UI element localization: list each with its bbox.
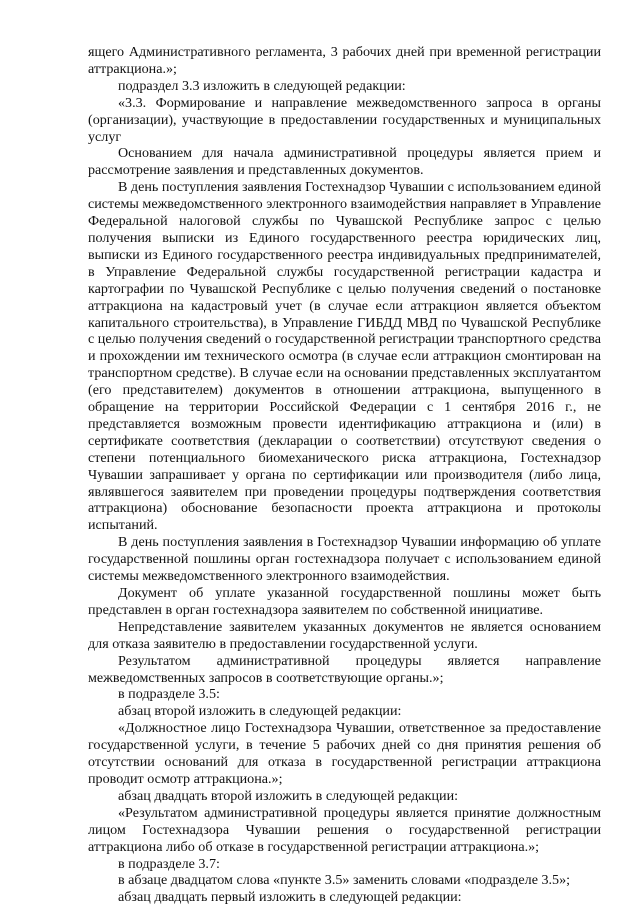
document-paragraph: подраздел 3.3 изложить в следующей редакции:	[118, 77, 406, 94]
document-paragraph: ящего Административного регламента, 3 рабочих дней при временной регистрации аттракциона.»;	[88, 44, 601, 77]
document-paragraph: В день поступления заявления Гостехнадзор Чувашии с использованием единой системы межведомственного электронного взаимодействия направляет в Управление Федеральной налоговой службы по Чувашской Республике запрос с целью получения выписки из Единого государственного реестра юридических лиц, выписки из Единого государственного реестра индивидуальных предпринимателей, в Управление Федеральной службы государственной регистрации кадастра и картографии по Чувашской Республике с целью получения сведений о постановке аттракциона на кадастровый учет (в случае если аттракцион является объектом капитального строительства), в Управление ГИБДД МВД по Чувашской Республике с целью получения сведений о государственной регистрации транспортного средства и прохождении им технического осмотра (в случае если аттракцион смонтирован на транспортном средстве). В случае если на основании представленных эксплуатантом (его представителем) документов в отношении аттракциона, выпущенного в обращение на территории Российской Федерации с 1 сентября 2016 г., не представляется возможным провести идентификацию аттракциона и (или) в сертификате соответствия (декларации о соответствии) отсутствуют сведения о степени потенциального биомеханического риска аттракциона, Гостехнадзор Чувашии запрашивает у органа по сертификации или производителя (либо лица, являвшегося заявителем при проведении процедуры подтверждения соответствия аттракциона) обоснование безопасности проекта аттракциона и протоколы испытаний.	[88, 179, 601, 534]
document-paragraph: «Результатом административной процедуры является принятие должностным лицом Гостехнадзора Чувашии решения о государственной регистрации аттракциона либо об отказе в государственной регистрации аттракциона.»;	[88, 804, 601, 855]
document-page	[88, 44, 601, 906]
document-paragraph: абзац второй изложить в следующей редакции:	[118, 703, 402, 720]
document-paragraph: Основанием для начала административной процедуры является прием и рассмотрение заявления и представленных документов.	[88, 145, 601, 179]
document-paragraph: в подразделе 3.5:	[118, 686, 220, 703]
document-paragraph: в подразделе 3.7:	[118, 855, 220, 872]
document-paragraph: абзац двадцать первый изложить в следующей редакции:	[118, 889, 462, 906]
document-paragraph: Документ об уплате указанной государственной пошлины может быть представлен в орган гостехнадзора заявителем по собственной инициативе.	[88, 585, 601, 618]
document-paragraph: «Должностное лицо Гостехнадзора Чувашии, ответственное за предоставление государственной услуги, в течение 5 рабочих дней со дня принятия решения об отсутствии оснований для отказа в государственной регистрации аттракциона проводит осмотр аттракциона.»;	[88, 720, 601, 787]
document-paragraph: в абзаце двадцатом слова «пункте 3.5» заменить словами «подразделе 3.5»;	[118, 872, 571, 889]
document-paragraph: абзац двадцать второй изложить в следующей редакции:	[118, 787, 459, 804]
document-paragraph: Результатом административной процедуры является направление межведомственных запросов в соответствующие органы.»;	[88, 652, 601, 686]
document-paragraph: Непредставление заявителем указанных документов не является основанием для отказа заявителю в предоставлении государственной услуги.	[88, 618, 601, 652]
document-paragraph: В день поступления заявления в Гостехнадзор Чувашии информацию об уплате государственной пошлины орган гостехнадзора получает с использованием единой системы межведомственного электронного взаимодействия.	[88, 534, 601, 585]
document-paragraph: «3.3. Формирование и направление межведомственного запроса в органы (организации), участвующие в предоставлении государственных и муниципальных услуг	[88, 94, 601, 145]
